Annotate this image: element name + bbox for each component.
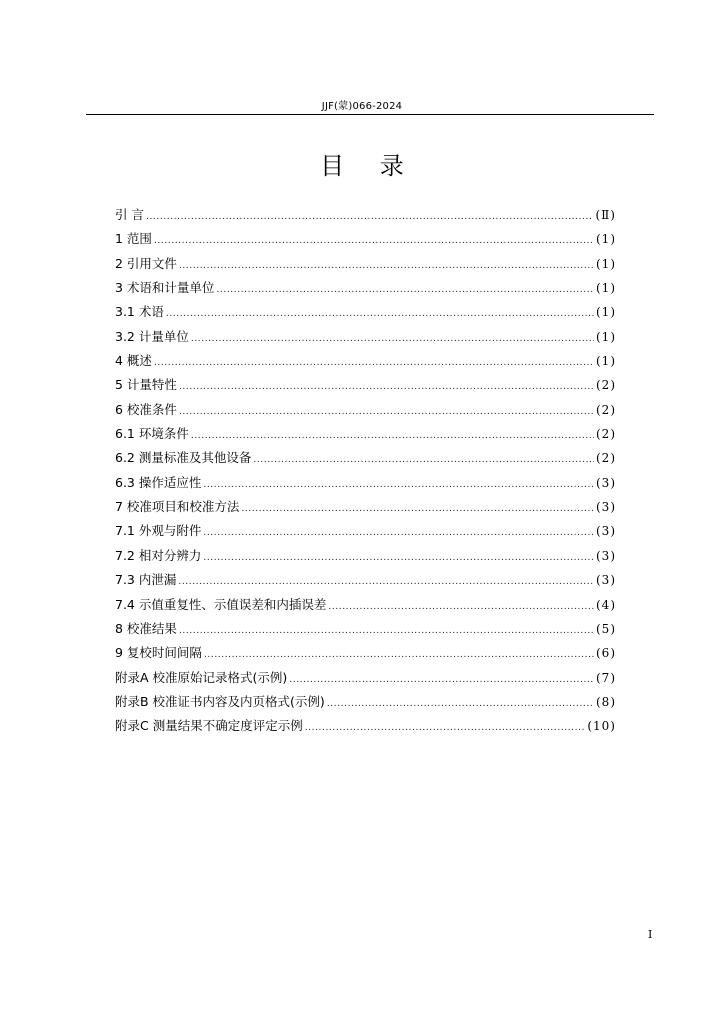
toc-entry-label: 6.1 环境条件 — [115, 426, 189, 442]
toc-entry-page: (2) — [596, 402, 616, 417]
toc-entry-page: (3) — [596, 548, 616, 563]
toc-entry-page: (6) — [596, 646, 616, 661]
toc-entry[interactable] — [115, 327, 616, 351]
toc-entry-page: (5) — [596, 621, 616, 636]
toc-leader-dots — [203, 553, 594, 563]
toc-leader-dots — [253, 455, 594, 465]
toc-leader-dots — [204, 650, 594, 660]
toc-entry[interactable] — [115, 351, 616, 375]
toc-entry-page: (8) — [596, 694, 616, 709]
toc-entry-page: (1) — [596, 281, 616, 296]
toc-entry-page: (3) — [596, 500, 616, 515]
toc-leader-dots — [191, 334, 594, 344]
toc-entry-page: (1) — [596, 354, 616, 369]
toc-leader-dots — [216, 285, 594, 295]
toc-entry[interactable] — [115, 229, 616, 253]
toc-entry[interactable] — [115, 448, 616, 472]
toc-entry-label: 5 计量特性 — [115, 377, 177, 393]
toc-entry-page: (2) — [596, 427, 616, 442]
toc-entry-page: (2) — [596, 378, 616, 393]
toc-entry[interactable] — [115, 278, 616, 302]
toc-entry-page: (2) — [596, 451, 616, 466]
toc-entry[interactable] — [115, 570, 616, 594]
toc-leader-dots — [179, 261, 594, 271]
toc-entry[interactable] — [115, 692, 616, 716]
toc-leader-dots — [191, 431, 594, 441]
toc-entry[interactable] — [115, 254, 616, 278]
toc-entry-label: 8 校准结果 — [115, 620, 177, 636]
toc-entry-page: (7) — [596, 670, 616, 685]
toc-leader-dots — [327, 699, 594, 709]
header-divider — [86, 114, 654, 115]
toc-entry-label: 3 术语和计量单位 — [115, 280, 215, 296]
toc-entry[interactable] — [115, 424, 616, 448]
toc-entry[interactable] — [115, 473, 616, 497]
toc-entry-label: 附录A 校准原始记录格式(示例) — [115, 669, 288, 685]
toc-entry-label: 7.2 相对分辨力 — [115, 547, 202, 563]
toc-leader-dots — [203, 480, 594, 490]
toc-entry-label: 7.3 内泄漏 — [115, 572, 177, 588]
toc-leader-dots — [154, 358, 594, 368]
toc-entry[interactable] — [115, 643, 616, 667]
toc-entry-page: (Ⅱ) — [595, 208, 616, 222]
toc-leader-dots — [203, 528, 594, 538]
toc-leader-dots — [179, 626, 594, 636]
table-of-contents — [115, 205, 616, 741]
toc-entry-page: (1) — [596, 256, 616, 271]
toc-entry[interactable] — [115, 521, 616, 545]
toc-entry-label: 7.4 示值重复性、示值误差和内插误差 — [115, 596, 327, 612]
toc-entry-page: (3) — [596, 475, 616, 490]
toc-entry-label: 4 概述 — [115, 353, 152, 369]
toc-leader-dots — [328, 602, 594, 612]
toc-entry[interactable] — [115, 497, 616, 521]
toc-entry[interactable] — [115, 716, 616, 740]
page-number: I — [648, 928, 653, 941]
toc-entry[interactable] — [115, 302, 616, 326]
toc-entry-label: 2 引用文件 — [115, 255, 177, 271]
toc-entry-label: 6 校准条件 — [115, 401, 177, 417]
toc-entry-page: (3) — [596, 524, 616, 539]
toc-entry-page: (4) — [596, 597, 616, 612]
toc-entry-label: 7.1 外观与附件 — [115, 523, 202, 539]
toc-entry[interactable] — [115, 400, 616, 424]
toc-leader-dots — [166, 309, 594, 319]
toc-entry-page: (1) — [596, 232, 616, 247]
toc-entry[interactable] — [115, 668, 616, 692]
toc-entry-page: (1) — [596, 329, 616, 344]
document-code: JJF(蒙)066-2024 — [321, 101, 403, 112]
toc-entry-page: (1) — [596, 305, 616, 320]
toc-leader-dots — [146, 212, 593, 222]
toc-entry-label: 6.3 操作适应性 — [115, 474, 202, 490]
toc-entry-label: 1 范围 — [115, 231, 152, 247]
toc-leader-dots — [289, 675, 594, 685]
toc-leader-dots — [179, 382, 594, 392]
toc-leader-dots — [241, 504, 594, 514]
toc-entry-page: (3) — [596, 573, 616, 588]
toc-entry-label: 3.2 计量单位 — [115, 328, 189, 344]
toc-leader-dots — [179, 407, 594, 417]
toc-entry-label: 3.1 术语 — [115, 304, 164, 320]
toc-entry-label: 6.2 测量标准及其他设备 — [115, 450, 252, 466]
toc-leader-dots — [305, 723, 586, 733]
toc-entry-page: (10) — [587, 719, 616, 734]
toc-entry[interactable] — [115, 595, 616, 619]
toc-leader-dots — [154, 236, 594, 246]
toc-entry-label: 引 言 — [115, 207, 144, 222]
toc-leader-dots — [178, 577, 594, 587]
toc-entry-label: 7 校准项目和校准方法 — [115, 499, 240, 515]
toc-entry[interactable] — [115, 546, 616, 570]
toc-entry[interactable] — [115, 619, 616, 643]
toc-entry-label: 9 复校时间间隔 — [115, 645, 202, 661]
toc-entry-label: 附录B 校准证书内容及内页格式(示例) — [115, 693, 325, 709]
toc-entry[interactable] — [115, 205, 616, 229]
page-title: 目 录 — [320, 152, 418, 180]
toc-entry-label: 附录C 测量结果不确定度评定示例 — [115, 718, 303, 734]
toc-entry[interactable] — [115, 375, 616, 399]
